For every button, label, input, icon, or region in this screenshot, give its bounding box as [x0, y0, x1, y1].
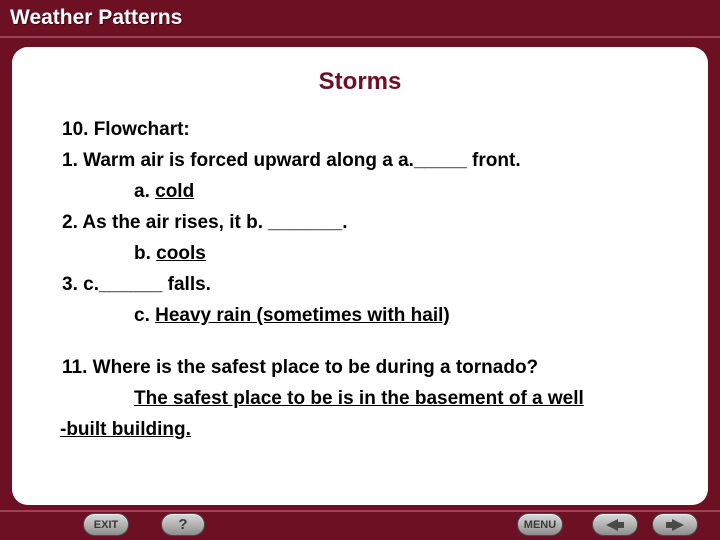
menu-button-label: MENU: [523, 518, 557, 531]
next-button[interactable]: [652, 513, 698, 536]
header-title: Weather Patterns: [10, 6, 183, 29]
previous-button[interactable]: [592, 513, 638, 536]
help-button-label: ?: [178, 516, 188, 533]
step-3-answer-value: Heavy rain (sometimes with hail): [155, 305, 450, 326]
step-3-text: 3. c.______ falls.: [62, 274, 211, 295]
arrow-right-icon: [665, 519, 685, 531]
step-2-answer: [62, 238, 682, 269]
q11-question: 11. Where is the safest place to be during a tornado?: [62, 357, 539, 378]
help-button[interactable]: [161, 513, 205, 536]
menu-button[interactable]: [517, 513, 563, 536]
exit-button-label: EXIT: [93, 518, 119, 531]
footer-nav: [0, 505, 720, 540]
q11-answer-text-2: -built building.: [60, 419, 191, 440]
step-3-answer-prefix: c.: [134, 305, 156, 326]
step-2-answer-prefix: b.: [134, 243, 157, 264]
q11-answer-line-1: [62, 383, 682, 414]
step-2-text: 2. As the air rises, it b. _______.: [62, 212, 348, 233]
header-stripe: [0, 36, 720, 38]
step-1-text: 1. Warm air is forced upward along a a._____ front.: [62, 150, 521, 171]
step-3-answer: [62, 300, 682, 331]
slide-title: Storms: [318, 68, 402, 95]
step-1-answer: [62, 176, 682, 207]
arrow-left-icon: [605, 519, 625, 531]
step-1-answer-value: cold: [155, 181, 195, 202]
q10-title: 10. Flowchart:: [62, 119, 190, 140]
exit-button[interactable]: [83, 513, 129, 536]
q11-answer-text-1: The safest place to be is in the basement of a well: [134, 388, 584, 409]
spacer: [62, 331, 682, 352]
step-1-answer-prefix: a.: [134, 181, 156, 202]
slide-content: [62, 114, 682, 445]
step-2-answer-value: cools: [156, 243, 206, 264]
q11-answer-line-2: [60, 414, 682, 445]
